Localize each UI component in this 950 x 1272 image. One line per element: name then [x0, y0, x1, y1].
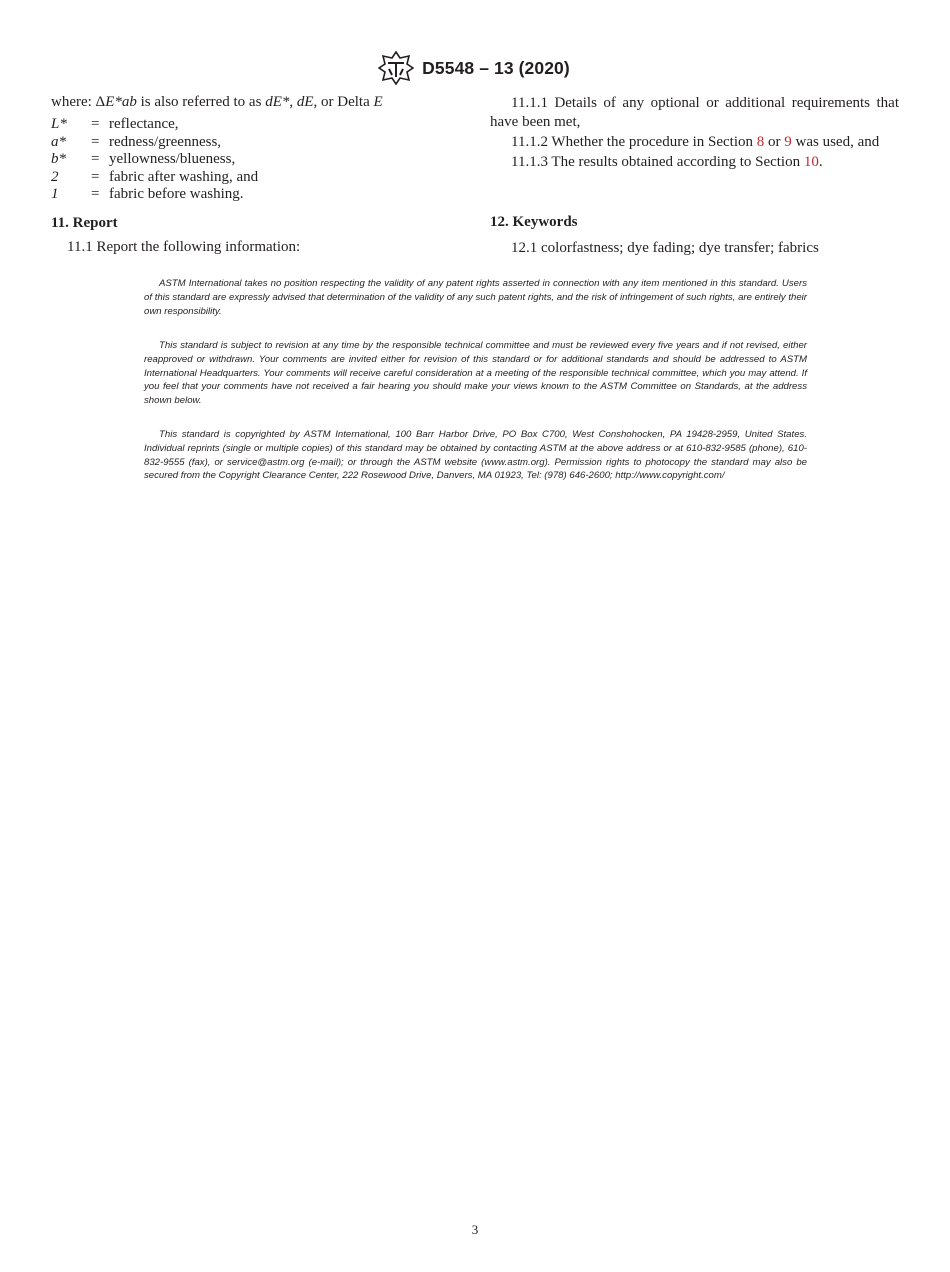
section-12-heading: 12. Keywords — [490, 214, 578, 230]
variable-row: L* = reflectance, — [51, 116, 179, 132]
paragraph-12-1: 12.1 colorfastness; dye fading; dye transfer; fabrics — [511, 240, 819, 256]
patent-notice: ASTM International takes no position respecting the validity of any patent rights asserted in connection with any item mentioned in this standard. Users of this standard are expressly advised that determination of the validity of any such patent rights, and the risk of infringement of such rights, are entirely their own responsibility. — [144, 278, 807, 317]
section-9-link[interactable]: 9 — [784, 133, 792, 150]
copyright-notice: This standard is copyrighted by ASTM International, 100 Barr Harbor Drive, PO Box C700, West Conshohocken, PA 19428-2959, United States. Individual reprints (single or multiple copies) of this standard may be obtained by contacting ASTM at the above address or at 610-832-9585 (phone), 610-832-9555 (fax), or service@astm.org (e-mail); or through the ASTM website (www.astm.org). Permission rights to photocopy the standard may also be secured from the Copyright Clearance Center, 222 Rosewood Drive, Danvers, MA 01923, Tel: (978) 646-2600; http://www.copyright.com/ — [144, 429, 807, 482]
right-column — [490, 94, 899, 256]
paragraph-11-1-2: 11.1.2 Whether the procedure in Section 8 or 9 was used, and — [511, 133, 880, 150]
variable-row: 1 = fabric before washing. — [51, 186, 244, 202]
variable-row: b* = yellowness/blueness, — [51, 151, 236, 167]
paragraph-11-1: 11.1 Report the following information: — [67, 239, 301, 255]
section-10-link[interactable]: 10 — [803, 153, 819, 170]
variable-row: a* = redness/greenness, — [51, 133, 222, 150]
page-header — [0, 51, 950, 85]
paragraph-11-1-3: 11.1.3 The results obtained according to Section 10. — [511, 153, 823, 170]
astm-logo-icon — [378, 51, 414, 85]
left-column — [51, 94, 461, 255]
section-8-link[interactable]: 8 — [756, 133, 765, 150]
paragraph-11-1-1: 11.1.1 Details of any optional or additional requirements that have been met, — [490, 95, 899, 130]
variable-row: 2 = fabric after washing, and — [51, 168, 259, 185]
revision-notice: This standard is subject to revision at any time by the responsible technical committee and must be reviewed every five years and if not revised, either reapproved or withdrawn. Your comments are invited either for revision of this standard or for additional standards and should be addressed to ASTM International Headquarters. Your comments will receive careful consideration at a meeting of the responsible technical committee, which you may attend. If you feel that your comments have not received a fair hearing you should make your views known to the ASTM Committee on Standards, at the address shown below. — [144, 340, 807, 407]
variable-list — [51, 116, 461, 204]
document-designation: D5548 – 13 (2020) — [422, 57, 570, 78]
where-clause: where: ΔE*ab is also referred to as dE*, dE, or Delta E — [51, 94, 383, 110]
page-number: 3 — [471, 1222, 479, 1237]
section-11-heading: 11. Report — [51, 215, 118, 231]
